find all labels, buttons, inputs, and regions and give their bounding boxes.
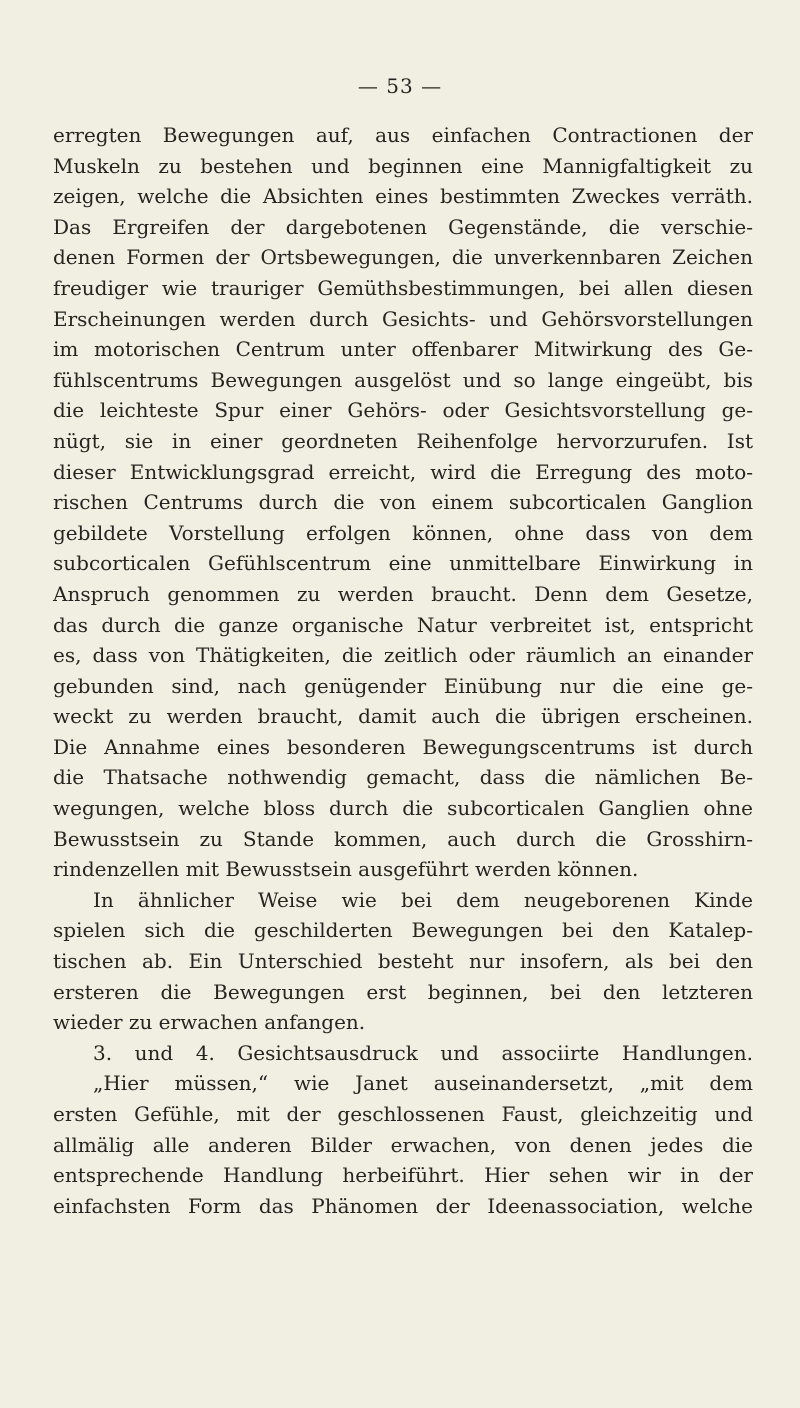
text-line: Anspruch genommen zu werden braucht. Denn dem Gesetze, [53, 581, 753, 606]
text-line: nügt, sie in einer geordneten Reihenfolge hervorzurufen. Ist [53, 428, 753, 453]
text-line: entsprechende Handlung herbeiführt. Hier sehen wir in der [53, 1163, 753, 1188]
text-line: das durch die ganze organische Natur verbreitet ist, entspricht [53, 612, 753, 637]
text-line: subcorticalen Gefühlscentrum eine unmittelbare Einwirkung in [53, 551, 753, 576]
text-line: rischen Centrums durch die von einem subcorticalen Ganglion [53, 490, 753, 515]
text-line: im motorischen Centrum unter offenbarer Mitwirkung des Ge- [53, 337, 753, 362]
text-line: erregten Bewegungen auf, aus einfachen Contractionen der [53, 123, 753, 147]
page-number: — 53 — [357, 74, 443, 98]
text-line: In ähnlicher Weise wie bei dem neugeborenen Kinde [93, 887, 753, 912]
text-line: einfachsten Form das Phänomen der Ideenassociation, welche [53, 1193, 753, 1218]
body-text [53, 120, 753, 1221]
text-line: es, dass von Thätigkeiten, die zeitlich oder räumlich an einander [53, 643, 753, 668]
text-line: wieder zu erwachen anfangen. [53, 1010, 366, 1035]
text-line: fühlscentrums Bewegungen ausgelöst und so lange eingeübt, bis [53, 367, 753, 392]
text-line: Muskeln zu bestehen und beginnen eine Mannigfaltigkeit zu [53, 153, 753, 178]
text-line: denen Formen der Ortsbewegungen, die unverkennbaren Zeichen [53, 245, 753, 270]
text-line: Die Annahme eines besonderen Bewegungscentrums ist durch [53, 734, 753, 759]
text-line: allmälig alle anderen Bilder erwachen, von denen jedes die [53, 1132, 753, 1157]
text-line: rindenzellen mit Bewusstsein ausgeführt werden können. [53, 857, 639, 882]
text-line: tischen ab. Ein Unterschied besteht nur insofern, als bei den [53, 949, 753, 974]
text-line: die Thatsache nothwendig gemacht, dass die nämlichen Be- [53, 765, 753, 790]
text-line: „Hier müssen,“ wie Janet auseinandersetzt, „mit dem [93, 1071, 753, 1096]
text-line: wegungen, welche bloss durch die subcorticalen Ganglien ohne [53, 796, 753, 821]
text-line: weckt zu werden braucht, damit auch die übrigen erscheinen. [53, 704, 753, 729]
text-line: spielen sich die geschilderten Bewegungen bei den Katalep- [53, 918, 753, 943]
text-line: gebildete Vorstellung erfolgen können, ohne dass von dem [53, 520, 753, 545]
text-line: die leichteste Spur einer Gehörs- oder Gesichtsvorstellung ge- [53, 398, 753, 423]
text-line: Bewusstsein zu Stande kommen, auch durch die Grosshirn- [53, 826, 753, 851]
text-line: Erscheinungen werden durch Gesichts- und Gehörsvorstellungen [53, 306, 753, 331]
text-line: zeigen, welche die Absichten eines bestimmten Zweckes verräth. [53, 184, 753, 209]
section-heading: 3. und 4. Gesichtsausdruck und associirte Handlungen. [93, 1040, 753, 1065]
text-line: freudiger wie trauriger Gemüthsbestimmungen, bei allen diesen [53, 275, 753, 300]
text-line: ersten Gefühle, mit der geschlossenen Faust, gleichzeitig und [53, 1102, 753, 1126]
text-line: gebunden sind, nach genügender Einübung nur die eine ge- [53, 673, 753, 698]
text-line: ersteren die Bewegungen erst beginnen, bei den letzteren [53, 979, 753, 1004]
text-line: dieser Entwicklungsgrad erreicht, wird die Erregung des moto- [53, 459, 753, 484]
text-line: Das Ergreifen der dargebotenen Gegenstände, die verschie- [53, 214, 753, 239]
